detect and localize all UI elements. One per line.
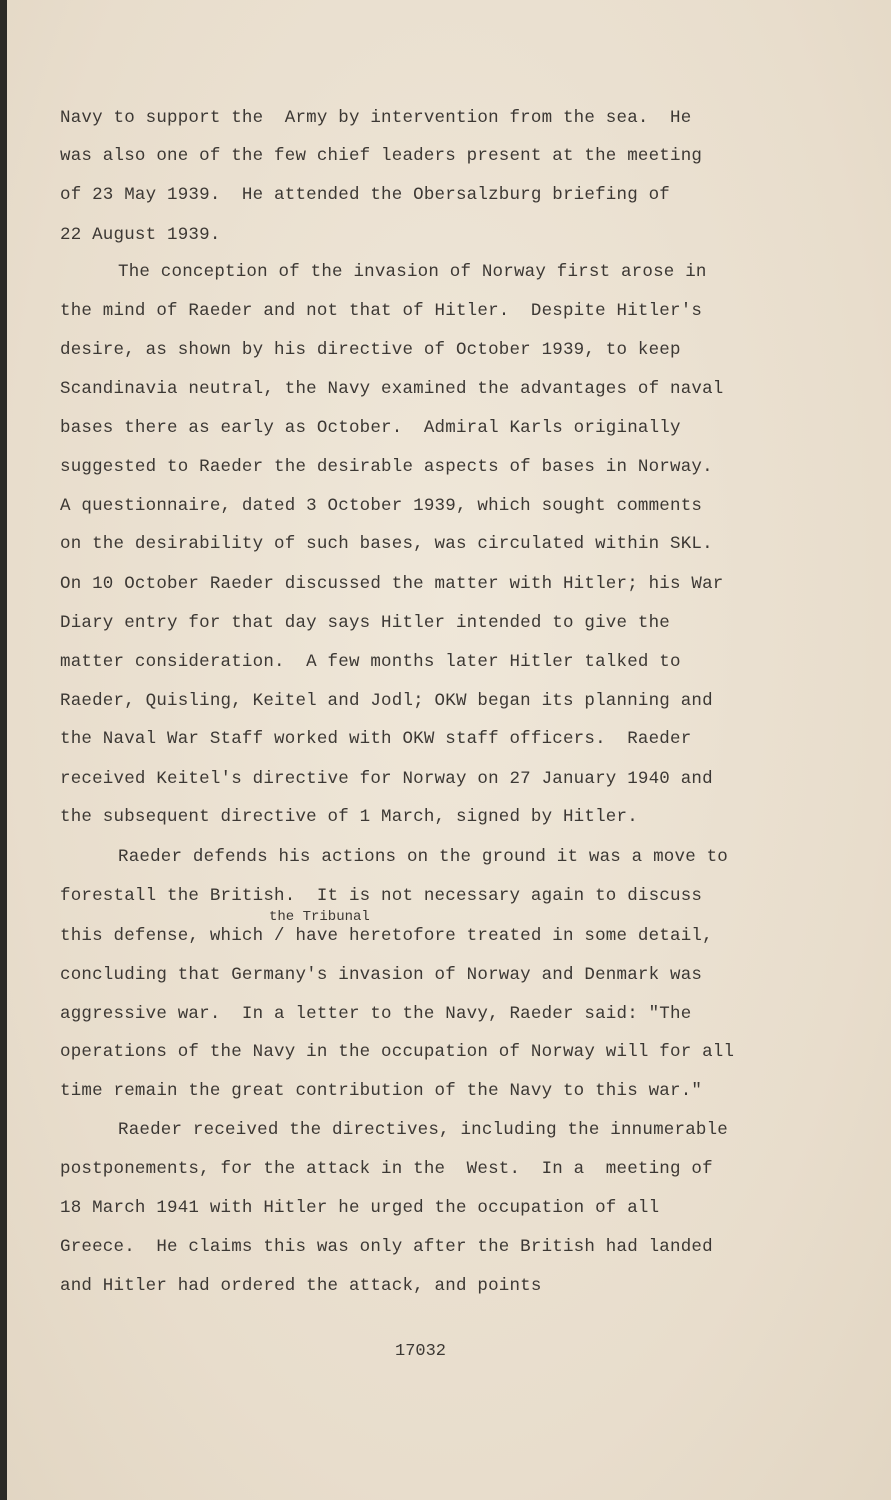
page-number: 17032: [395, 1342, 447, 1361]
text-line: Scandinavia neutral, the Navy examined the advantages of naval: [60, 379, 724, 399]
text-line: Raeder, Quisling, Keitel and Jodl; OKW began its planning and: [60, 691, 713, 711]
text-line: operations of the Navy in the occupation of Norway will for all: [60, 1042, 735, 1062]
text-line: the mind of Raeder and not that of Hitler. Despite Hitler's: [60, 301, 703, 321]
text-line: forestall the British. It is not necessary again to discuss: [60, 886, 703, 906]
text-line: was also one of the few chief leaders present at the meeting: [60, 146, 703, 166]
text-line: Diary entry for that day says Hitler intended to give the: [60, 613, 670, 633]
text-line: suggested to Raeder the desirable aspects of bases in Norway.: [60, 457, 713, 477]
text-line: matter consideration. A few months later Hitler talked to: [60, 652, 681, 672]
text-line: 18 March 1941 with Hitler he urged the occupation of all: [60, 1198, 660, 1218]
text-line: this defense, which / have heretofore treated in some detail,: [60, 926, 713, 946]
text-line: received Keitel's directive for Norway on 27 January 1940 and: [60, 769, 713, 789]
text-line: concluding that Germany's invasion of Norway and Denmark was: [60, 965, 703, 985]
text-line: time remain the great contribution of the Navy to this war.": [60, 1081, 703, 1101]
text-line: bases there as early as October. Admiral Karls originally: [60, 418, 681, 438]
text-line: postponements, for the attack in the West. In a meeting of: [60, 1159, 713, 1179]
text-line: aggressive war. In a letter to the Navy, Raeder said: "The: [60, 1004, 692, 1024]
text-line: Raeder defends his actions on the ground it was a move to: [118, 847, 728, 867]
text-line: The conception of the invasion of Norway first arose in: [118, 262, 707, 282]
text-line: and Hitler had ordered the attack, and points: [60, 1276, 542, 1296]
interlinear-insertion: the Tribunal: [269, 909, 370, 925]
text-line: Raeder received the directives, including the innumerable: [118, 1120, 728, 1140]
document-page: [7, 0, 891, 1500]
text-line: the subsequent directive of 1 March, signed by Hitler.: [60, 807, 638, 827]
text-line: on the desirability of such bases, was circulated within SKL.: [60, 534, 713, 554]
text-line: 22 August 1939.: [60, 225, 221, 245]
text-line: Navy to support the Army by intervention from the sea. He: [60, 108, 692, 128]
text-line: A questionnaire, dated 3 October 1939, which sought comments: [60, 496, 703, 516]
text-line: the Naval War Staff worked with OKW staff officers. Raeder: [60, 729, 692, 749]
text-line: Greece. He claims this was only after the British had landed: [60, 1237, 713, 1257]
text-line: On 10 October Raeder discussed the matter with Hitler; his War: [60, 574, 724, 594]
text-line: of 23 May 1939. He attended the Obersalzburg briefing of: [60, 185, 670, 205]
text-line: desire, as shown by his directive of October 1939, to keep: [60, 340, 681, 360]
